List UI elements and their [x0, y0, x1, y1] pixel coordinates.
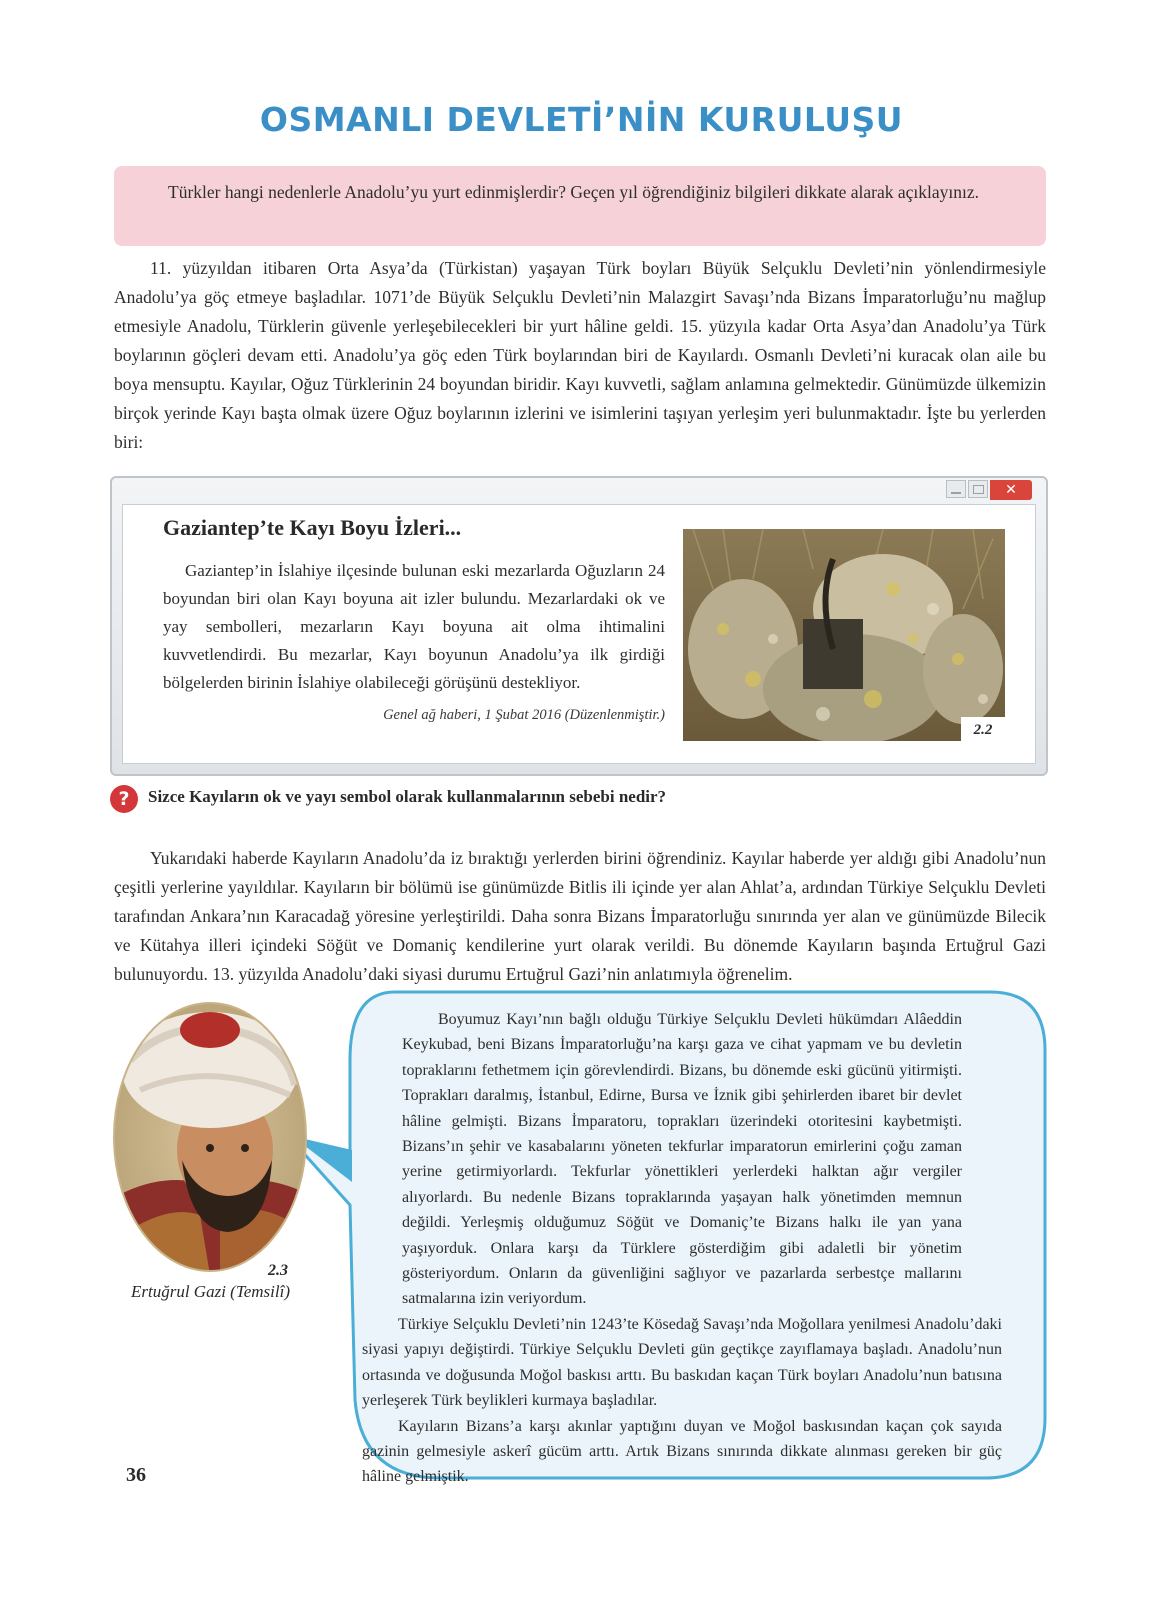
portrait-image [110, 1000, 310, 1275]
photo-label: 2.2 [961, 717, 1005, 741]
speech-paragraph-1: Boyumuz Kayı’nın bağlı olduğu Türkiye Selçuklu Devleti hükümdarı Alâeddin Keykubad, beni Bizans İmparatorluğu’na karşı gaza ve cihat yapmam ve bu devletin topraklarını fethetmem için görevlendirdi. Bizans, bu dönemde eski gücünü yitirmişti. Toprakları daralmış, İstanbul, Edirne, Bursa ve İznik gibi şehirlerden ibaret bir devlet hâline gelmişti. Bizans İmparatoru, toprakları üzerindeki otoritesini kaybetmişti. Bizans’ın şehir ve kasabalarını yöneten tekfurlar imparatorun emirlerini çoğu zaman yerine getirmiyorlardı. Tekfurlar yönettikleri yerlerdeki halktan ağır vergiler alıyorlardı. Bu nedenle Bizans topraklarında yaşayan halk yönetimden memnun değildi. Yerleşmiş olduğumuz Söğüt ve Domaniç’te Bizans halkı ile yan yana yaşıyorduk. Onlara karşı da Türklere gösterdiğim gibi adaletli bir yönetim gösteriyordum. Onların da güvenliğini sağlıyor ve pazarlarda serbestçe mallarını satmalarına izin veriyordum. [402, 1011, 962, 1308]
close-icon: ✕ [990, 480, 1032, 500]
paragraph-kayi-migration: 11. yüzyıldan itibaren Orta Asya’da (Türkistan) yaşayan Türk boyları Büyük Selçuklu Devleti’nin yönlendirmesiyle Anadolu’ya göç etmeye başladılar. 1071’de Büyük Selçuklu Devleti’nin Malazgirt Savaşı’nda Bizans İmparatorluğu’nu mağlup etmesiyle Anadolu, Türklerin güvenle yerleşebilecekleri bir yurt hâline geldi. 15. yüzyıla kadar Orta Asya’dan Anadolu’ya Türk boylarının göçleri devam etti. Anadolu’ya göç eden Türk boylarından biri de Kayılardı. Osmanlı Devleti’ni kuracak olan aile bu boya mensuptu. Kayılar, Oğuz Türklerinin 24 boyundan biridir. Kayı kuvvetli, sağlam anlamına gelmektedir. Günümüzde ülkemizin birçok yerinde Kayı başta olmak üzere Oğuz boylarının izlerini ve isimlerini taşıyan yerleşim yeri bulunmaktadır. İşte bu yerlerden biri: [114, 258, 1046, 452]
speech-bubble-text [362, 1007, 1002, 1490]
intro-question-text: Türkler hangi nedenlerle Anadolu’yu yurt edinmişlerdir? Geçen yıl öğrendiğiniz bilgileri dikkate alarak açıklayınız. [168, 182, 980, 202]
question-icon: ? [110, 785, 138, 813]
speech-paragraph-2: Türkiye Selçuklu Devleti’nin 1243’te Kösedağ Savaşı’nda Moğollara yenilmesi Anadolu’daki siyasi yapıyı değiştirdi. Türkiye Selçuklu Devleti gün geçtikçe zayıflamaya başladı. Anadolu’nun ortasında ve doğusunda Moğol baskısı arttı. Bu baskıdan kaçan Türk boyları Anadolu’nun batısına yerleşerek Türk beylikleri kurmaya başladılar. [362, 1315, 1002, 1410]
page-number: 36 [126, 1464, 146, 1486]
paragraph-kayi-settlement: Yukarıdaki haberde Kayıların Anadolu’da iz bıraktığı yerlerden birini öğrendiniz. Kayılar haberde yer aldığı gibi Anadolu’nun çeşitli yerlerine yayıldılar. Kayıların bir bölümü ise günümüzde Bitlis ili içinde yer alan Ahlat’a, ardından Türkiye Selçuklu Devleti tarafından Ankara’nın Karacadağ yöresine yerleştirildi. Daha sonra Bizans İmparatorluğu sınırında yer alan ve günümüzde Bilecik ve Kütahya illeri içindeki Söğüt ve Domaniç kendilerine yurt olarak verildi. Bu dönemde Kayıların başında Ertuğrul Gazi bulunuyordu. 13. yüzyılda Anadolu’daki siyasi durumu Ertuğrul Gazi’nin anlatımıyla öğrenelim. [114, 848, 1046, 984]
news-title: Gaziantep’te Kayı Boyu İzleri... [163, 515, 462, 540]
portrait-caption: Ertuğrul Gazi (Temsilî) [130, 1282, 290, 1301]
question-text: Sizce Kayıların ok ve yayı sembol olarak kullanmalarının sebebi nedir? [148, 787, 667, 806]
ertugrul-portrait [110, 1000, 310, 1275]
speech-paragraph-3: Kayıların Bizans’a karşı akınlar yaptığını duyan ve Moğol baskısından kaçan çok sayıda gazinin gelmesiyle askerî gücüm arttı. Artık Bizans sınırında dikkate alınması gereken bir güç hâline gelmiştik. [362, 1417, 1002, 1486]
news-source: Genel ağ haberi, 1 Şubat 2016 (Düzenlenmiştir.) [383, 707, 665, 723]
portrait-number: 2.3 [268, 1262, 288, 1279]
news-text: Gaziantep’in İslahiye ilçesinde bulunan eski mezarlarda Oğuzların 24 boyundan biri olan Kayı boyuna ait izler bulundu. Mezarlardaki ok ve yay sembolleri, mezarların Kayı boyuna ait olma ihtimalini kuvvetlendirdi. Bu mezarlar, Kayı boyunun Anadolu’ya ilk girdiği bölgelerden birinin İslahiye olabileceği görüşünü destekliyor. [163, 561, 665, 692]
page-title: OSMANLI DEVLETİ’NİN KURULUŞU [259, 100, 904, 139]
